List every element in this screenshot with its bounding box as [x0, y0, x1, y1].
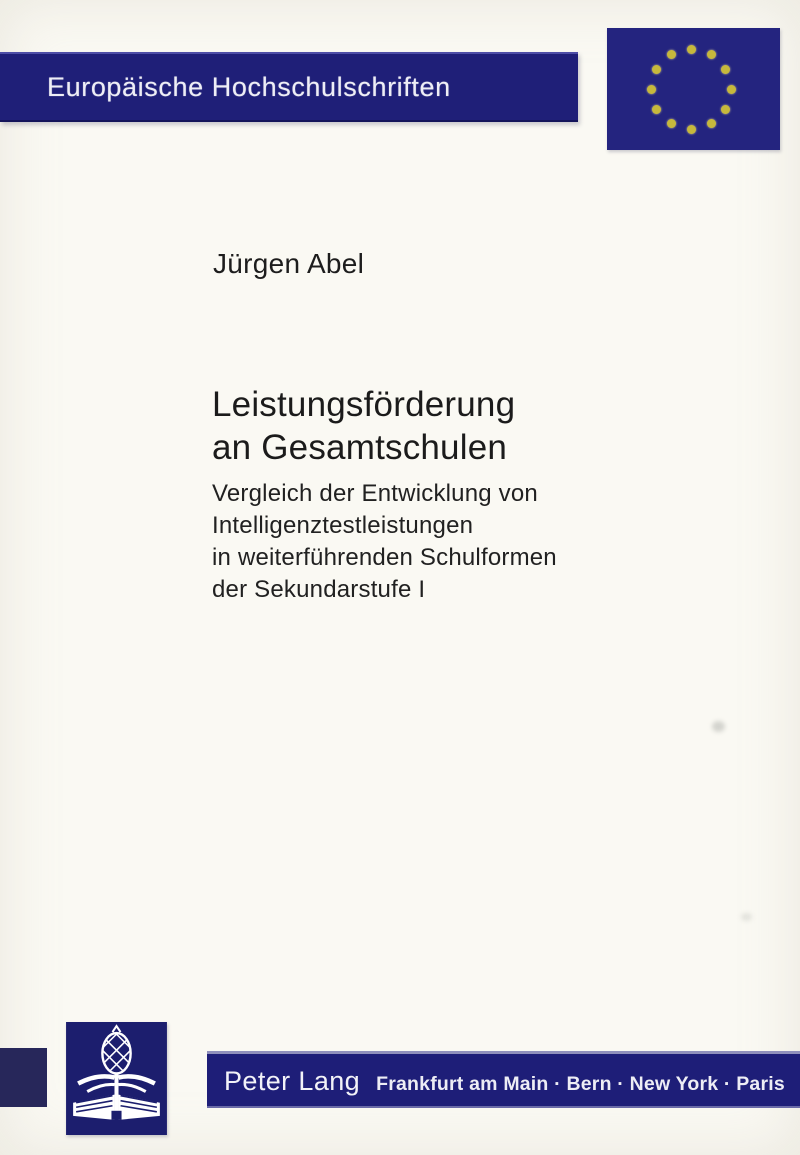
- book-subtitle: [212, 478, 557, 606]
- series-title: Europäische Hochschulschriften: [47, 71, 451, 102]
- book-subtitle-line: Intelligenztestleistungen: [212, 512, 474, 539]
- spine-band-fragment: [0, 1048, 47, 1107]
- series-banner: [0, 52, 578, 122]
- publisher-name: Peter Lang: [224, 1066, 361, 1096]
- book-subtitle-line: in weiterführenden Schulformen: [212, 544, 557, 571]
- eu-star-icon: [652, 65, 661, 74]
- publisher-bar: [207, 1051, 800, 1108]
- book-subtitle-line: Vergleich der Entwicklung von: [212, 480, 538, 507]
- eu-star-icon: [727, 85, 736, 94]
- publisher-cities: Frankfurt am Main · Bern · New York · Paris: [376, 1073, 785, 1095]
- scan-speck: [712, 721, 725, 732]
- eu-star-icon: [721, 65, 730, 74]
- pinecone-book-emblem-icon: [66, 1022, 167, 1135]
- eu-star-icon: [687, 45, 696, 54]
- author-name: Jürgen Abel: [213, 248, 365, 279]
- eu-star-icon: [707, 119, 716, 128]
- book-title: [212, 383, 515, 469]
- eu-star-icon: [687, 125, 696, 134]
- book-title-line: an Gesamtschulen: [212, 428, 508, 467]
- eu-star-icon: [667, 50, 676, 59]
- scan-speck: [741, 913, 752, 921]
- eu-star-icon: [707, 50, 716, 59]
- eu-star-icon: [667, 119, 676, 128]
- eu-flag-icon: [607, 28, 780, 150]
- book-title-line: Leistungsförderung: [212, 385, 516, 424]
- eu-star-icon: [647, 85, 656, 94]
- peter-lang-logo: [66, 1022, 167, 1135]
- book-subtitle-line: der Sekundarstufe I: [212, 576, 426, 603]
- eu-star-icon: [652, 105, 661, 114]
- eu-star-icon: [721, 105, 730, 114]
